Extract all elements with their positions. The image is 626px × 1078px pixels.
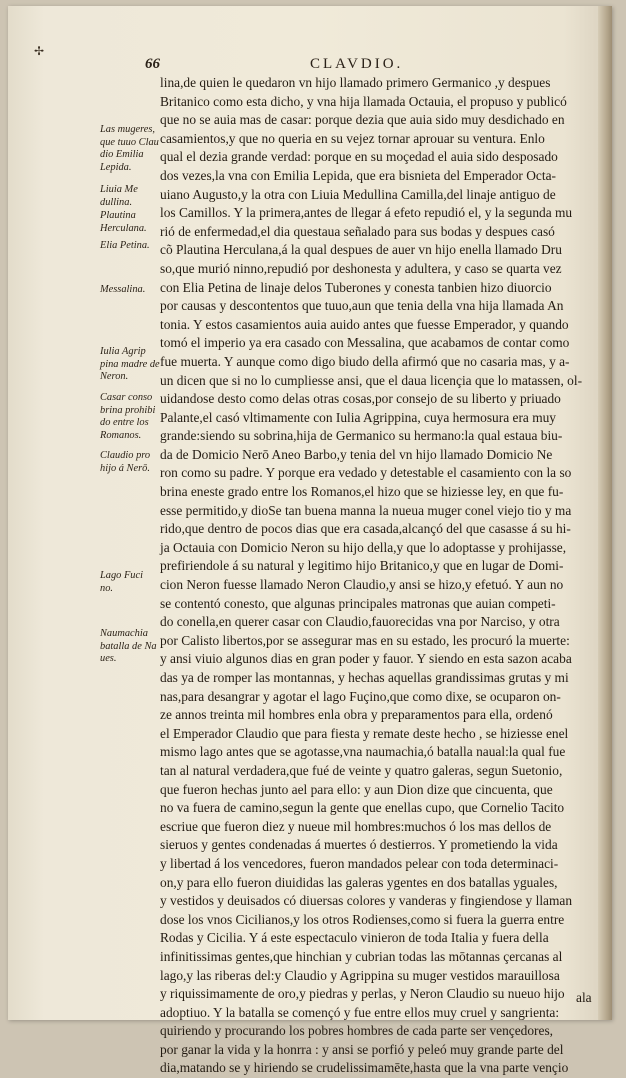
text-line: casamientos,y que no queria en su vejez tornar aprouar su ventura. Enlo xyxy=(160,130,545,146)
marginal-note xyxy=(100,240,170,253)
text-line: so,que murió ninno,repudió por deshonesta y adultera, y caso se quarta vez xyxy=(160,260,562,276)
marginal-note-line: Casar conso xyxy=(100,392,153,403)
running-head: CLAVDIO. xyxy=(310,56,404,72)
catchword: ala xyxy=(576,990,592,1005)
text-line: da de Domicio Nerō Aneo Barbo,y tenia del vn hijo llamado Domicio Ne xyxy=(160,446,553,462)
text-line: dia,matando se y hiriendo se crudelissimamēte,hasta que la vna parte vençio xyxy=(160,1060,569,1076)
marginal-note-line: do entre los xyxy=(100,417,149,429)
marginal-note-line: no. xyxy=(100,582,113,594)
main-text-block xyxy=(160,74,602,1078)
marginal-note-line: pina madre de xyxy=(100,358,160,370)
text-line: que no se auia mas de casar: porque dezia que auia sido muy desdichado en xyxy=(160,112,565,128)
book-page xyxy=(8,6,612,1076)
text-line: do conella,en querer casar con Claudio,fauorecidas vna por Narciso, y otra xyxy=(160,614,560,630)
marginal-note xyxy=(100,628,170,666)
text-line: on,y para ello fueron diuididas las galeras ygentes en dos batallas yguales, xyxy=(160,874,558,890)
text-line: los Camillos. Y la primera,antes de llegar á efeto repudió el, y la segunda mu xyxy=(160,205,573,221)
text-line: un dicen que si no lo cumpliesse ansi, que el daua licençia que lo matassen, ol- xyxy=(160,372,583,388)
marginal-note xyxy=(100,570,170,595)
marginal-note-line: Naumachia xyxy=(100,628,148,639)
marginal-note xyxy=(100,184,170,209)
marginal-note-line: Claudio pro xyxy=(100,450,151,461)
marginal-note-line: brina prohibi xyxy=(100,404,156,416)
text-line: rió de enfermedad,el dia questaua señalado para sus bodas y despues casó xyxy=(160,223,555,239)
marginal-note-line: Romanos. xyxy=(100,429,142,441)
text-line: brina eneste grado entre los Romanos,el hizo que se hiziesse ley, en que fu- xyxy=(160,484,564,500)
text-line: y libertad á los vencedores, fueron mandados pelear con toda determinaci- xyxy=(160,855,559,871)
marginal-note-line: Elia Petina. xyxy=(100,240,150,251)
marginal-note-line: Messalina. xyxy=(100,284,146,295)
text-line: dos vezes,la vna con Emilia Lepida, que era bisnieta del Emperador Octa- xyxy=(160,167,556,183)
text-line: y ansi viuio algunos dias en gran poder y fauor. Y siendo en esta sazon acaba xyxy=(160,651,572,667)
text-line: das ya de romper las montannas, y hechas aquellas grandissimas grutas y mi xyxy=(160,670,569,685)
text-line: y vestidos y deuisados có diuersas colores y vanderas y fingiendose y llaman xyxy=(160,893,573,909)
marginal-note-line: Plautina xyxy=(100,210,136,221)
text-line: rido,que dentro de pocos dias que era casada,alcançó del que casasse á su hi- xyxy=(160,521,571,537)
page-header xyxy=(8,56,612,76)
text-line: Palante,el casó vltimamente con Iulia Agrippina, cuya hermosura era muy xyxy=(160,409,557,425)
page-number: 66 xyxy=(145,56,160,72)
text-line: quiriendo y procurando los pobres hombres de cada parte ser vençedores, xyxy=(160,1023,554,1039)
text-line: no va fuera de camino,segun la gente que enellas cupo, que Cornelio Tacito xyxy=(160,800,565,816)
text-line: que fueron hechas junto ael para ello: y aun Dion dize que cincuenta, que xyxy=(160,781,553,797)
text-line: mismo lago antes que se agotasse,vna naumachia,ó batalla naual:la qual fue xyxy=(160,744,566,760)
text-line: infinitissimas gentes,que hinchian y cubrian todas las mōtannas çercanas al xyxy=(160,948,563,964)
marginal-note xyxy=(100,124,170,174)
text-line: tomó el imperio ya era casado con Messalina, que acabamos de contar como xyxy=(160,335,570,351)
marginal-note-line: Neron. xyxy=(100,371,129,383)
text-line: cõ Plautina Herculana,á la qual despues de auer vn hijo enella llamado Dru xyxy=(160,242,562,258)
text-line: prefiriendole á su natural y legitimo hijo Britanico,y que en lugar de Domi- xyxy=(160,558,564,574)
text-line: lina,de quien le quedaron vn hijo llamado primero Germanico ,y despues xyxy=(160,75,551,90)
marginal-note xyxy=(100,346,170,384)
text-line: ja Octauia con Domicio Neron su hijo della,y que lo adoptasse y prohijasse, xyxy=(160,539,567,555)
text-line: sieruos y gentes condenadas á muertes ó destierros. Y prometiendo la vida xyxy=(160,837,558,853)
text-line: nas,para desangrar y agotar el lago Fuçino,que como dixe, se ocuparon on- xyxy=(160,688,561,704)
marginal-note-line: Liuia Me xyxy=(100,184,138,195)
marginal-note-line: Herculana. xyxy=(100,222,147,234)
text-line: esse permitido,y dioSe tan buena manna la nueua muger conel viejo tio y ma xyxy=(160,502,572,518)
marginal-note-line: Lepida. xyxy=(100,161,132,173)
text-line: qual el dezia grande verdad: porque en su moçedad el auia sido desposado xyxy=(160,149,558,165)
text-line: ron como su padre. Y porque era vedado y detestable el casamiento con la so xyxy=(160,465,572,481)
marginal-note-line: dullina. xyxy=(100,196,133,208)
text-line: por ganar la vida y la honrra : y ansi se porfió y peleó muy grande parte del xyxy=(160,1041,564,1057)
marginal-note xyxy=(100,284,170,297)
marginal-note xyxy=(100,450,170,475)
text-line: por causas y descontentos que tuuo,aun que tenia della vna hija llamada An xyxy=(160,298,564,314)
text-line: por Calisto libertos,por se assegurar mas en su estado, les procuró la muerte: xyxy=(160,632,570,648)
text-line: cion Neron fuesse llamado Neron Claudio,y ansi se hizo,y efetuó. Y aun no xyxy=(160,577,564,593)
marginal-note-line: Lago Fuci xyxy=(100,570,144,581)
marginal-note-line: hijo á Nerō. xyxy=(100,462,150,474)
corner-mark: ✢ xyxy=(34,44,45,58)
marginal-note xyxy=(100,392,170,442)
marginal-note xyxy=(100,210,170,235)
text-line: tonia. Y estos casamientos auia auido antes que fuesse Emperador, y quando xyxy=(160,316,569,332)
marginal-note-line: Las mugeres, xyxy=(100,124,156,135)
marginal-note-line: ues. xyxy=(100,653,117,665)
text-line: el Emperador Claudio que para fiesta y remate deste hecho , se hiziesse enel xyxy=(160,725,569,741)
text-line: Rodas y Cicilia. Y á este espectaculo vinieron de toda Italia y fuera della xyxy=(160,930,549,946)
marginal-note-line: que tuuo Clau xyxy=(100,136,159,148)
marginal-note-line: dio Emilia xyxy=(100,149,144,161)
text-line: adoptiuo. Y la batalla se començó y fue entre ellos muy cruel y sangrienta: xyxy=(160,1004,560,1020)
marginal-note-line: batalla de Na xyxy=(100,640,157,652)
text-line: dose los vnos Cicilianos,y los otros Rodienses,como si fuera la guerra entre xyxy=(160,911,565,927)
text-line: fue muerta. Y aunque como digo biudo della afirmó que no casaria mas, y a- xyxy=(160,353,570,369)
text-line: lago,y las riberas del:y Claudio y Agrippina su muger vestidos marauillosa xyxy=(160,967,560,983)
text-line: y riquissimamente de oro,y piedras y perlas, y Neron Claudio su nueuo hijo xyxy=(160,986,565,1002)
text-line: tan al natural verdadera,que fué de veinte y quatro galeras, segun Suetonio, xyxy=(160,762,563,778)
marginal-note-line: Iulia Agrip xyxy=(100,346,146,357)
text-line: con Elia Petina de linaje delos Tuberones y conesta tanbien hizo diuorcio xyxy=(160,279,552,295)
text-line: Britanico como esta dicho, y vna hija llamada Octauia, el propuso y publicó xyxy=(160,93,567,109)
text-line: se contentó conesto, que algunas principales matronas que auian competi- xyxy=(160,595,556,611)
text-line: grande:siendo su sobrina,hija de Germanico su hermano:la qual estaua biu- xyxy=(160,428,563,444)
text-line: uidandose desto como delas otras cosas,por consejo de su liberto y priuado xyxy=(160,391,561,407)
text-line: ze annos treinta mil hombres enla obra y preparamentos para ella, ordenó xyxy=(160,707,553,723)
text-line: uiano Augusto,y la otra con Liuia Medullina Camilla,del linaje antiguo de xyxy=(160,186,556,202)
text-line: escriue que fueron diez y nueue mil hombres:muchos ó los mas dellos de xyxy=(160,818,552,834)
